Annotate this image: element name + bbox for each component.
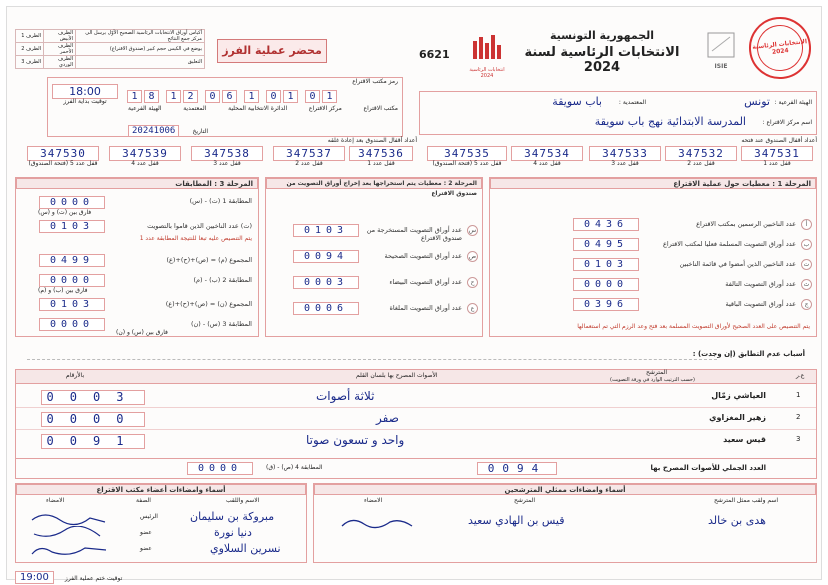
stage1-value xyxy=(572,298,639,311)
region-value: تونس xyxy=(744,95,770,108)
legend-desc: أكياس أوراق الانتخابات الرئاسية الصحيح الأوّل يرسل الى مركز جمع النتائج xyxy=(76,30,205,43)
code-digits xyxy=(126,90,337,103)
stage1-label: عدد أوراق التصويت التالفة xyxy=(725,280,796,288)
seal-after xyxy=(273,146,345,168)
seals-row xyxy=(15,146,817,172)
polling-code-block xyxy=(47,77,403,137)
stage3-label: المطابقة 2 (ب) - (م) xyxy=(193,276,252,284)
value-cells: 0006 xyxy=(293,302,359,315)
code-digit: 1 xyxy=(244,90,259,103)
row-letter: ع xyxy=(467,303,478,314)
results-header xyxy=(16,370,816,384)
col-candidate: المترشح xyxy=(646,369,667,376)
seal-value: 347535 xyxy=(427,146,507,161)
seal-value: 347532 xyxy=(665,146,737,161)
seal-before xyxy=(589,146,661,168)
value-cells: 0094 xyxy=(293,250,359,263)
seal-before xyxy=(511,146,583,168)
results-row xyxy=(16,410,816,430)
reps-row xyxy=(318,514,812,532)
legend-color: الظرف الوردي xyxy=(44,56,76,69)
start-time-block xyxy=(52,84,118,106)
digits-value: 0091 xyxy=(41,434,145,449)
stage3-value xyxy=(38,274,105,287)
legend-tag: الظرف 3 xyxy=(16,56,44,69)
col-candidate-sub: (حسب الترتيب الوارد في ورقة التصويت) xyxy=(610,377,695,383)
reps-col: المترشح xyxy=(514,497,535,504)
result-digits xyxy=(40,434,145,449)
code-digit: 0 xyxy=(305,90,320,103)
result-digits xyxy=(40,390,145,405)
code-title: رمز مكتب الاقتراع xyxy=(352,78,398,85)
location-fields xyxy=(419,91,817,135)
seal-value: 347536 xyxy=(349,146,413,161)
stage1-label: عدد أوراق التصويت الباقية xyxy=(725,300,796,308)
value-cells: 0000 xyxy=(39,274,105,287)
code-label: المعتمدية xyxy=(183,105,207,112)
candidate-num: 2 xyxy=(796,413,801,421)
stage3-label: المجموع (م) = (ص)+(ح)+(ع) xyxy=(166,256,252,264)
value-cells: 0000 xyxy=(39,196,105,209)
results-totals xyxy=(16,458,816,478)
code-digit: 0 xyxy=(205,90,220,103)
code-digit: 8 xyxy=(144,90,159,103)
value-cells: 0000 xyxy=(39,318,105,331)
seal-label: قفل عدد 5 (فتحة الصندوق) xyxy=(28,160,98,167)
legend-row xyxy=(16,30,205,43)
result-words: صفر xyxy=(376,411,399,425)
office-row xyxy=(20,526,302,542)
row-letter: س xyxy=(468,227,477,234)
legend-color: الظرف الأحمر xyxy=(44,43,76,56)
stage3-title: المرحلة 3 : المطابقات xyxy=(16,178,258,189)
candidate-num: 3 xyxy=(796,435,801,443)
stage2-value xyxy=(292,224,359,237)
end-time-block xyxy=(15,565,185,583)
isie-logo xyxy=(703,31,739,70)
stage3-label: المجموع (ن) = (ص)+(ح)+(ع) xyxy=(165,300,252,308)
start-time-label: توقيت بداية الفرز xyxy=(63,98,107,105)
results-row xyxy=(16,388,816,408)
col-words: الأصوات المصرح بها بلسان القلم xyxy=(356,372,438,379)
isie-emblem-icon xyxy=(706,31,736,59)
signature-scribble xyxy=(30,510,110,526)
office-col: الاسم واللقب xyxy=(226,497,260,504)
delegation-label: المعتمدية : xyxy=(618,99,646,106)
code-label: مركز الاقتراع xyxy=(308,105,342,112)
seal-label: قفل عدد 1 xyxy=(367,160,395,167)
rep-candidate: قيس بن الهادي سعيد xyxy=(468,514,565,527)
value-cells: 0436 xyxy=(573,218,639,231)
seal-label: قفل عدد 4 xyxy=(131,160,159,167)
seal-label: قفل عدد 1 xyxy=(763,160,791,167)
office-row xyxy=(20,510,302,526)
seal-value: 347531 xyxy=(741,146,813,161)
value-cells: 0499 xyxy=(39,254,105,267)
header-titles xyxy=(512,29,692,75)
code-labels xyxy=(128,106,398,113)
stage1-label: عدد الناخبين الرسمين بمكتب الاقتراع xyxy=(696,220,796,228)
official-stamp xyxy=(746,14,814,82)
seal-label: قفل عدد 3 xyxy=(213,160,241,167)
date-value: 20241006 xyxy=(128,125,179,137)
code-digit: 2 xyxy=(183,90,198,103)
isie-caption: ISIE xyxy=(714,63,728,70)
office-row xyxy=(20,542,302,558)
value-cells: 0495 xyxy=(573,238,639,251)
reps-col: الامضاء xyxy=(364,497,383,504)
stage3-note-main: يتم التنصيص عليه تبعا للنتيجة المطابقة عدد 1 xyxy=(139,235,252,242)
form-title: محضر عملية الفرز xyxy=(222,44,322,57)
total-value xyxy=(476,462,557,475)
stage2-label: عدد أوراق التصويت المستخرجة من صندوق الاقتراع xyxy=(366,226,462,242)
code-digit: 1 xyxy=(322,90,337,103)
row-letter: ح xyxy=(467,277,478,288)
seal-value: 347533 xyxy=(589,146,661,161)
candidate-name: قيس سعيد xyxy=(723,435,766,444)
value-cells: 0103 xyxy=(39,220,105,233)
match4-value xyxy=(186,462,253,475)
code-digit: 1 xyxy=(283,90,298,103)
seal-value: 347539 xyxy=(109,146,181,161)
office-name: مبروكة بن سليمان xyxy=(190,510,275,523)
value-cells: 0396 xyxy=(573,298,639,311)
seal-value: 347537 xyxy=(273,146,345,161)
seal-value: 347538 xyxy=(191,146,263,161)
report-sheet xyxy=(6,6,822,583)
seal-label: قفل عدد 2 xyxy=(687,160,715,167)
result-words: ثلاثة أصوات xyxy=(316,389,375,403)
row-letter: ت xyxy=(801,259,812,270)
stage2-panel xyxy=(265,177,483,337)
result-digits xyxy=(40,412,145,427)
results-table xyxy=(15,369,817,479)
republic-title: الجمهورية التونسية xyxy=(549,29,655,42)
center-label: اسم مركز الاقتراع : xyxy=(762,119,812,126)
stage3-label: المطابقة 3 (س) - (ن) xyxy=(190,320,252,328)
envelope-legend xyxy=(15,29,205,69)
legend-tag: الظرف 1 xyxy=(16,30,44,43)
reps-col: اسم ولقب ممثل المترشح xyxy=(714,497,779,504)
code-digit: 1 xyxy=(166,90,181,103)
stage1-value xyxy=(572,238,639,251)
election-title: الانتخابات الرئاسية لسنة 2024 xyxy=(524,45,680,75)
election-logo xyxy=(467,33,507,79)
seal-after xyxy=(27,146,99,168)
col-num: ع.ر xyxy=(796,372,805,379)
seal-after xyxy=(349,146,413,168)
seal-value: 347534 xyxy=(511,146,583,161)
seals-after-title: أعداد أقفال الصندوق بعد إعادة غلقه xyxy=(327,137,417,144)
result-words: واحد و تسعون صوتا xyxy=(306,433,405,447)
legend-desc: يوضع في الكيس حجم كبير (صندوق الاقتراع) xyxy=(76,43,205,56)
stage3-value xyxy=(38,196,105,209)
digits-value: 0003 xyxy=(41,390,145,405)
stage1-value xyxy=(572,258,639,271)
office-name: دنيا نورة xyxy=(214,526,252,539)
stage3-value xyxy=(38,298,105,311)
legend-tag: الظرف 2 xyxy=(16,43,44,56)
end-time-label: توقيت ختم عملية الفرز xyxy=(64,575,123,582)
stage1-note: يتم التنصيص على العدد الصحيح لأوراق التصويت المسلمة بعد فتح وعد الرزم التي تم استعمالها xyxy=(577,323,810,330)
stage2-title: المرحلة 2 : معطيات يتم استخراجها بعد إخراج أوراق التصويت من صندوق الاقتراع xyxy=(266,178,482,189)
value-cells: 0000 xyxy=(187,462,253,475)
office-title: أسماء وامضاءات أعضاء مكتب الاقتراع xyxy=(16,484,306,495)
stage3-label: المطابقة 1 (ت) - (س) xyxy=(189,197,252,205)
form-number: 6621 xyxy=(419,48,450,61)
signature-scribble xyxy=(30,526,110,542)
stage3-label: (ت) عدد الناخبين الذين قاموا بالتصويت xyxy=(147,222,252,230)
stage2-label: عدد أوراق التصويت البيضاء xyxy=(389,278,462,286)
stage1-panel xyxy=(489,177,817,337)
legend-row xyxy=(16,43,205,56)
value-cells: 0103 xyxy=(573,258,639,271)
candidate-name: زهير المغزاوي xyxy=(709,413,766,422)
office-role: عضو xyxy=(140,545,152,552)
office-role: الرئيس xyxy=(140,513,158,520)
seal-label: قفل عدد 4 xyxy=(533,160,561,167)
stage1-value xyxy=(572,218,639,231)
stage3-value xyxy=(38,318,105,331)
office-role: عضو xyxy=(140,529,152,536)
value-cells: 0003 xyxy=(293,276,359,289)
code-digit: 6 xyxy=(222,90,237,103)
candidate-name: العياشي زمّال xyxy=(711,391,766,400)
reps-signatures xyxy=(313,483,817,563)
stage2-value xyxy=(292,302,359,315)
seal-value: 347530 xyxy=(27,146,99,161)
row-letter: ب xyxy=(801,239,812,250)
legend-row xyxy=(16,56,205,69)
seal-after xyxy=(109,146,181,168)
seal-before xyxy=(741,146,813,168)
office-name: نسرين السلاوي xyxy=(210,542,281,555)
stage3-value xyxy=(38,220,105,233)
region-label: الهيئة الفرعية : xyxy=(774,99,812,106)
stage2-value xyxy=(292,276,359,289)
col-digits: بالأرقام xyxy=(66,372,85,379)
seal-after xyxy=(191,146,263,168)
office-col: الامضاء xyxy=(46,497,65,504)
stage2-label: عدد أوراق التصويت الصحيحة xyxy=(384,252,462,260)
logo-caption: انتخابات الرئاسية 2024 xyxy=(469,67,505,79)
match4-label: المطابقة 4 (ص) - (ق) xyxy=(266,464,323,471)
delegation-value: باب سويقة xyxy=(552,95,602,108)
end-time-value: 19:00 xyxy=(15,571,54,584)
office-signatures xyxy=(15,483,307,563)
stage3-value xyxy=(38,254,105,267)
seal-label: قفل عدد 5 (فتحة الصندوق) xyxy=(432,160,502,167)
date-block xyxy=(128,118,208,137)
stage1-title: المرحلة 1 : معطيات حول عملية الاقتراع xyxy=(490,178,816,189)
stage3-note: فارق بين (ت) و (س) xyxy=(38,209,92,216)
row-letter: ص xyxy=(468,253,477,260)
ballot-bars-icon xyxy=(467,33,507,63)
seals-before-title: أعداد أقفال الصندوق عند فتحه xyxy=(741,137,817,144)
stage2-value xyxy=(292,250,359,263)
total-label: العدد الجملي للأصوات المصرح بها xyxy=(650,464,766,472)
seal-label: قفل عدد 2 xyxy=(295,160,323,167)
stage3-note: فارق بين (س) و (ن) xyxy=(116,329,168,336)
seal-before xyxy=(665,146,737,168)
stage2-label: عدد أوراق التصويت الملغاة xyxy=(389,304,462,312)
office-col: الصفة xyxy=(136,497,151,504)
stage1-label: عدد أوراق التصويت المسلمة فعليا لمكتب الاقتراع xyxy=(662,240,796,248)
row-letter: أ xyxy=(801,219,812,230)
form-title-badge xyxy=(217,39,327,63)
reps-title: أسماء وامضاءات ممثلي المترشحين xyxy=(314,484,816,495)
code-label: مكتب الاقتراع xyxy=(363,105,398,112)
code-digit: 1 xyxy=(127,90,142,103)
stamp-text: الانتخابات الرئاسية 2024 xyxy=(751,38,808,56)
stage1-value xyxy=(572,278,639,291)
stage3-panel xyxy=(15,177,259,337)
candidate-num: 1 xyxy=(796,391,801,399)
reasons-line xyxy=(27,359,717,360)
code-label: الدائرة الانتخابية المحلية xyxy=(228,105,288,112)
reasons-title: أسباب عدم التطابق (إن وجدت) : xyxy=(692,350,805,358)
rep-name: هدى بن خالد xyxy=(708,514,766,527)
row-letter: ث xyxy=(801,279,812,290)
value-cells: 0094 xyxy=(477,462,557,475)
value-cells: 0103 xyxy=(293,224,359,237)
date-label: التاريخ xyxy=(192,128,209,135)
row-letter: ج xyxy=(801,299,812,310)
stage3-note: فارق بين (ب) و (م) xyxy=(38,287,88,294)
results-row xyxy=(16,432,816,452)
start-time-value: 18:00 xyxy=(52,84,118,99)
center-value: المدرسة الابتدائية نهج باب سويقة xyxy=(594,115,746,128)
signature-scribble xyxy=(338,514,418,532)
legend-desc: التعليق xyxy=(76,56,205,69)
value-cells: 0103 xyxy=(39,298,105,311)
digits-value: 0000 xyxy=(41,412,145,427)
signature-scribble xyxy=(30,542,110,558)
seal-label: قفل عدد 3 xyxy=(611,160,639,167)
value-cells: 0000 xyxy=(573,278,639,291)
code-digit: 0 xyxy=(266,90,281,103)
code-label: الهيئة الفرعية xyxy=(128,105,162,112)
seal-before xyxy=(427,146,507,168)
stage1-label: عدد الناخبين الذين أمضوا في قائمة الناخبين xyxy=(679,260,796,268)
legend-color: الظرف الأبيض xyxy=(44,30,76,43)
